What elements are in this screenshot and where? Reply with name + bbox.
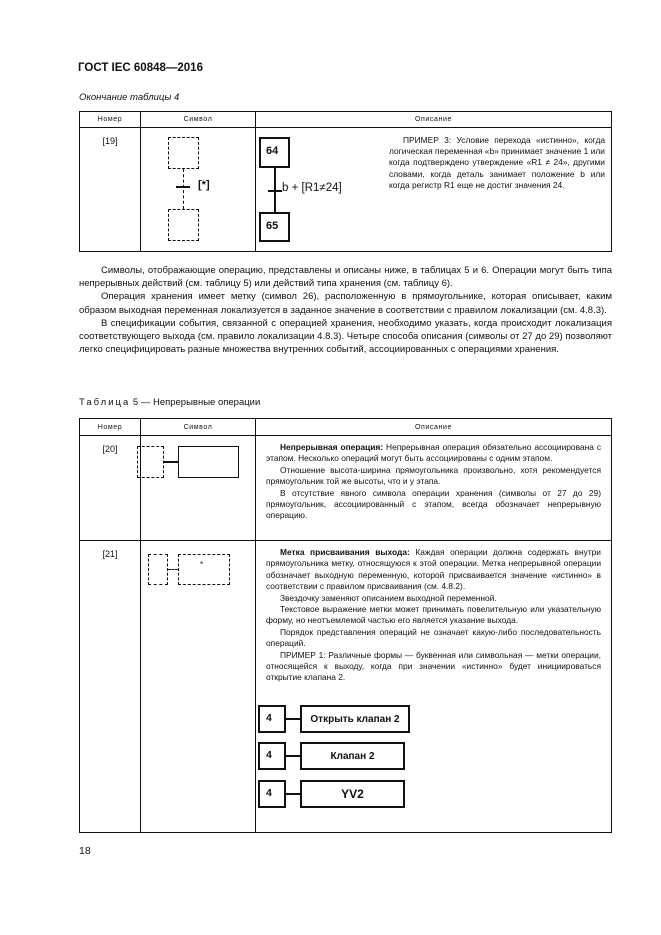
row-21-title: Метка присваивания выхода:	[280, 547, 410, 557]
action-box	[300, 780, 405, 808]
table-5	[79, 418, 612, 833]
row-20-title: Непрерывная операция:	[280, 442, 384, 452]
col-number-header: Номер	[80, 419, 141, 436]
action-box	[300, 742, 405, 770]
step-dashed	[137, 446, 164, 478]
action-link-line	[286, 718, 300, 720]
step-number: 4	[266, 712, 272, 724]
step-dashed	[148, 554, 168, 585]
row-21-number: [21]	[80, 541, 141, 833]
row-20-text-2: Отношение высота-ширина прямоугольника произвольно, хотя рекомендуется прямоугольник той же высоты, что и у этапа.	[266, 464, 601, 487]
table5-caption-word: Таблица	[79, 397, 131, 408]
example-transition-bar	[268, 190, 282, 192]
action-link-line	[286, 793, 300, 795]
link-dashed-line	[183, 169, 184, 209]
paragraph-1: Символы, отображающие операцию, представлены и описаны ниже, в таблицах 5 и 6. Операции могут быть типа непрерывных действий (см. таблицу 5) или действий типа хранения (см. таблицу 6).	[79, 265, 612, 290]
action-dashed-link	[168, 569, 178, 570]
step-number: 4	[266, 787, 272, 799]
action-label: Клапан 2	[330, 750, 375, 762]
step-dashed-bottom	[168, 209, 199, 241]
row-21-text-2: Звездочку заменяют описанием выходной переменной.	[280, 592, 497, 603]
action-rectangle-dashed	[178, 554, 230, 585]
col-symbol-header: Символ	[141, 419, 256, 436]
row-21-text-4: Порядок представления операций не означает какую-либо последовательность операций.	[266, 626, 601, 649]
step-number: 4	[266, 749, 272, 761]
table4-caption: Окончание таблицы 4	[79, 92, 180, 103]
col-description-header: Описание	[256, 419, 612, 436]
row-20-description	[256, 436, 612, 541]
step-box	[258, 780, 286, 808]
row-19-number: [19]	[80, 128, 141, 252]
table5-caption-rest: 5 — Непрерывные операции	[132, 397, 261, 408]
transition-condition-label: [*]	[198, 179, 210, 191]
action-box	[300, 705, 410, 733]
paragraph-3: В спецификации события, связанной с операцией хранения, необходимо указать, когда происходит локализация соответствующего выхода (см. правило локализации 4.8.3). Четыре способа описания (символы от 27 до 29) позволяют легко специфицировать разные множества внутренних событий, ассоциированных с операциями хранения.	[79, 317, 612, 356]
row-20-number: [20]	[80, 436, 141, 541]
step-65-label: 65	[266, 220, 279, 232]
step-box	[258, 742, 286, 770]
paragraph-2: Операция хранения имеет метку (символ 26), расположенную в прямоугольнике, которая описывает, каким образом выходная переменная локализуется в заданное значение в соответствии с правилом локализации (см. 4.8.3).	[79, 291, 612, 316]
col-symbol-header: Символ	[141, 112, 256, 128]
example-transition-label: b + [R1≠24]	[282, 182, 342, 194]
step-dashed-top	[168, 137, 199, 169]
page-number: 18	[79, 845, 91, 857]
document-header: ГОСТ IEC 60848—2016	[78, 62, 203, 74]
action-label: Открыть клапан 2	[310, 713, 400, 725]
row-21-text-5: ПРИМЕР 1: Различные формы — буквенная или символьная — метки операции, относящейся к выходу, когда при значении «истинно» будет инициироваться открытие клапана 2.	[266, 649, 601, 683]
row-20-text-1: Непрерывная операция обязательно ассоциирована с этапом. Несколько операций могут быть ассоциированы с одним этапом.	[266, 442, 602, 464]
step-box-65	[259, 212, 290, 242]
row-21-text-3: Текстовое выражение метки может принимать повелительную или указательную форму, но неотъемлемой частью его является указание выхода.	[266, 604, 601, 626]
body-paragraphs	[79, 264, 612, 356]
step-box	[258, 705, 286, 733]
action-link-line	[164, 461, 178, 463]
row-21-text-1: Каждая операции должна содержать внутри прямоугольника метку, относящуюся к этой операции. Метка непрерывной операции обозначает выходную переменную, которой присваивается значение «истинно» в соответствии с правилом присваивания (см. 4.8.2).	[266, 547, 601, 592]
col-number-header: Номер	[80, 112, 141, 128]
action-link-line	[286, 755, 300, 757]
row-19-description-text: ПРИМЕР 3: Условие перехода «истинно», когда логическая переменная «b» принимает значение 1 или когда подтверждено утверждение «R1 ≠ 24», другими словами, когда деталь занимает положение b или когда регистр R1 еще не достиг значения 24.	[389, 135, 605, 190]
action-rectangle	[178, 446, 239, 478]
step-box-64	[259, 137, 290, 168]
col-description-header: Описание	[256, 112, 612, 128]
table5-caption	[79, 397, 260, 408]
action-label-asterisk: *	[200, 560, 204, 569]
row-20-text-3: В отсутствие явного символа операции хранения (символы от 27 до 29) прямоугольник, ассоциированный с этапом, всегда обозначает непрерывную операцию.	[266, 487, 601, 521]
action-label: YV2	[341, 787, 364, 801]
transition-bar	[176, 186, 190, 188]
step-64-label: 64	[266, 145, 279, 157]
